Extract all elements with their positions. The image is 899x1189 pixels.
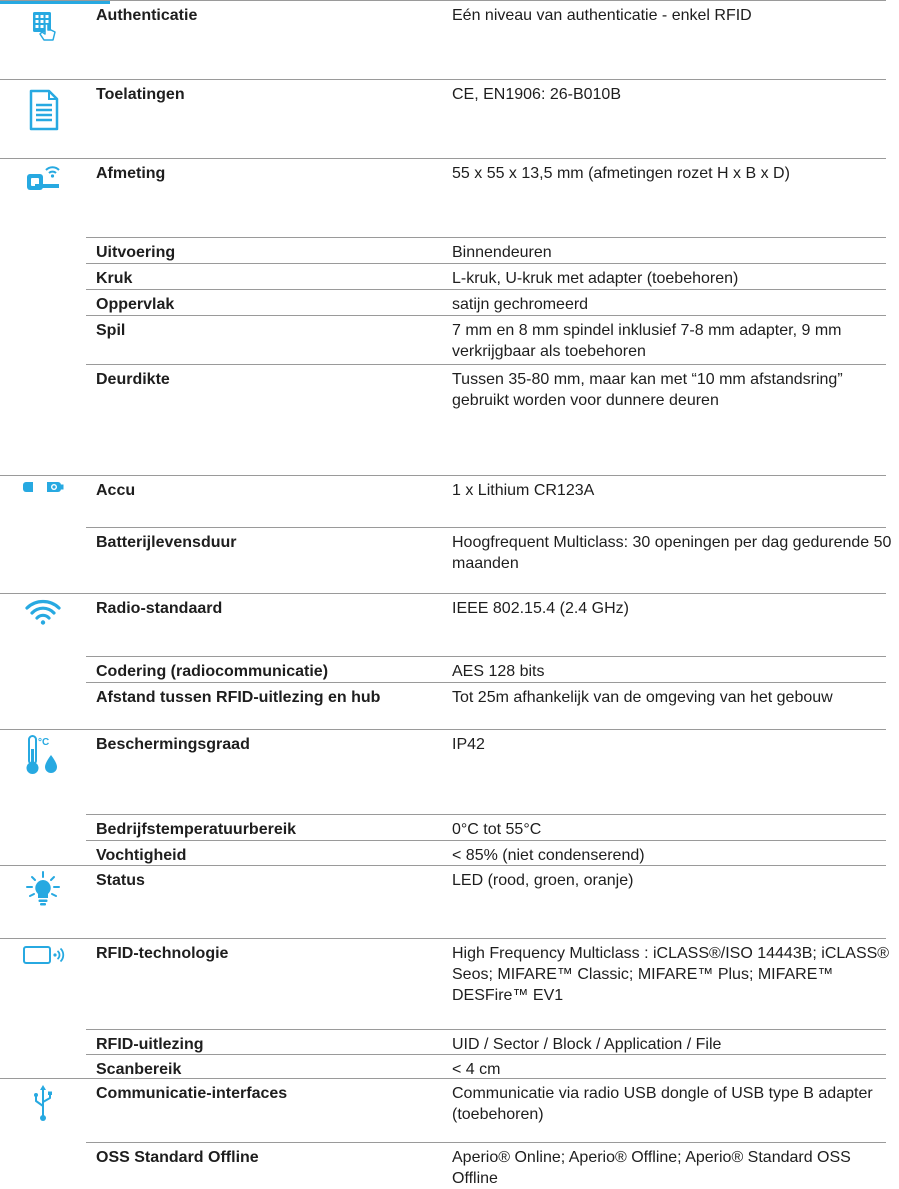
spec-label: Radio-standaard (96, 600, 223, 617)
spec-row (0, 79, 899, 158)
spec-label: Deurdikte (96, 371, 170, 388)
spec-row (0, 1078, 899, 1142)
spec-value: 7 mm en 8 mm spindel inklusief 7-8 mm adapter, 9 mm verkrijgbaar als toebehoren (452, 322, 842, 360)
spec-group (0, 475, 899, 593)
spec-value: LED (rood, groen, oranje) (452, 872, 634, 889)
spec-group (0, 729, 899, 865)
spec-label: Batterijlevensduur (96, 534, 237, 551)
spec-value: IP42 (452, 736, 485, 753)
spec-group (0, 865, 899, 938)
spec-label: Beschermingsgraad (96, 736, 250, 753)
spec-label: RFID-technologie (96, 945, 229, 962)
spec-row (0, 1142, 899, 1187)
spec-label: Afstand tussen RFID-uitlezing en hub (96, 689, 381, 706)
spec-row (0, 1029, 899, 1054)
spec-row (0, 682, 899, 729)
spec-row (0, 593, 899, 656)
spec-value: Eén niveau van authenticatie - enkel RFID (452, 7, 752, 24)
spec-row (0, 527, 899, 593)
spec-row (0, 263, 899, 289)
spec-value: IEEE 802.15.4 (2.4 GHz) (452, 600, 629, 617)
spec-label: Spil (96, 322, 126, 339)
spec-label: Oppervlak (96, 296, 175, 313)
spec-row (0, 158, 899, 237)
celsius-label: °C (38, 737, 50, 748)
spec-row (0, 840, 899, 865)
spec-value: 1 x Lithium CR123A (452, 482, 595, 499)
spec-label: Scanbereik (96, 1061, 182, 1078)
spec-label: Communicatie-interfaces (96, 1085, 288, 1102)
spec-label: Afmeting (96, 165, 166, 182)
spec-value: 0°C tot 55°C (452, 821, 542, 838)
spec-label: OSS Standard Offline (96, 1149, 259, 1166)
spec-label: Status (96, 872, 145, 889)
spec-group (0, 1078, 899, 1187)
spec-value: Hoogfrequent Multiclass: 30 openingen per dag gedurende 50 maanden (452, 534, 892, 572)
spec-value: UID / Sector / Block / Application / File (452, 1036, 722, 1053)
spec-value: < 4 cm (452, 1061, 501, 1078)
spec-value: satijn gechromeerd (452, 296, 589, 313)
spec-row (0, 315, 899, 364)
spec-value: Tussen 35-80 mm, maar kan met “10 mm afstandsring” gebruikt worden voor dunnere deuren (452, 371, 843, 409)
spec-row (0, 865, 899, 938)
spec-label: Toelatingen (96, 86, 185, 103)
spec-group (0, 938, 899, 1078)
spec-group (0, 79, 899, 158)
spec-row (0, 0, 899, 79)
spec-row (0, 364, 899, 475)
spec-row (0, 1054, 899, 1078)
spec-value: Tot 25m afhankelijk van de omgeving van het gebouw (452, 689, 833, 706)
spec-value: Aperio® Online; Aperio® Offline; Aperio® Standard OSS Offline (452, 1149, 851, 1187)
spec-label: Bedrijfstemperatuurbereik (96, 821, 297, 838)
spec-row (0, 237, 899, 263)
spec-row (0, 729, 899, 814)
spec-group (0, 593, 899, 729)
spec-value: L-kruk, U-kruk met adapter (toebehoren) (452, 270, 739, 287)
spec-label: Accu (96, 482, 136, 499)
spec-value: < 85% (niet condenserend) (452, 847, 645, 864)
spec-row (0, 656, 899, 682)
spec-value: CE, EN1906: 26-B010B (452, 86, 621, 103)
spec-label: RFID-uitlezing (96, 1036, 204, 1053)
spec-value: Communicatie via radio USB dongle of USB type B adapter (toebehoren) (452, 1085, 873, 1123)
spec-value: High Frequency Multiclass : iCLASS®/ISO 14443B; iCLASS® Seos; MIFARE™ Classic; MIFARE™ Plus; MIFARE™ DESFire™ EV1 (452, 945, 890, 1004)
spec-label: Vochtigheid (96, 847, 187, 864)
spec-label: Uitvoering (96, 244, 176, 261)
spec-row (0, 475, 899, 527)
spec-value: AES 128 bits (452, 663, 545, 680)
spec-group (0, 0, 899, 79)
spec-row (0, 289, 899, 315)
spec-label: Codering (radiocommunicatie) (96, 663, 329, 680)
spec-group (0, 158, 899, 475)
spec-value: 55 x 55 x 13,5 mm (afmetingen rozet H x B x D) (452, 165, 790, 182)
spec-row (0, 814, 899, 840)
spec-value: Binnendeuren (452, 244, 552, 261)
spec-label: Authenticatie (96, 7, 198, 24)
spec-label: Kruk (96, 270, 133, 287)
spec-row (0, 938, 899, 1029)
